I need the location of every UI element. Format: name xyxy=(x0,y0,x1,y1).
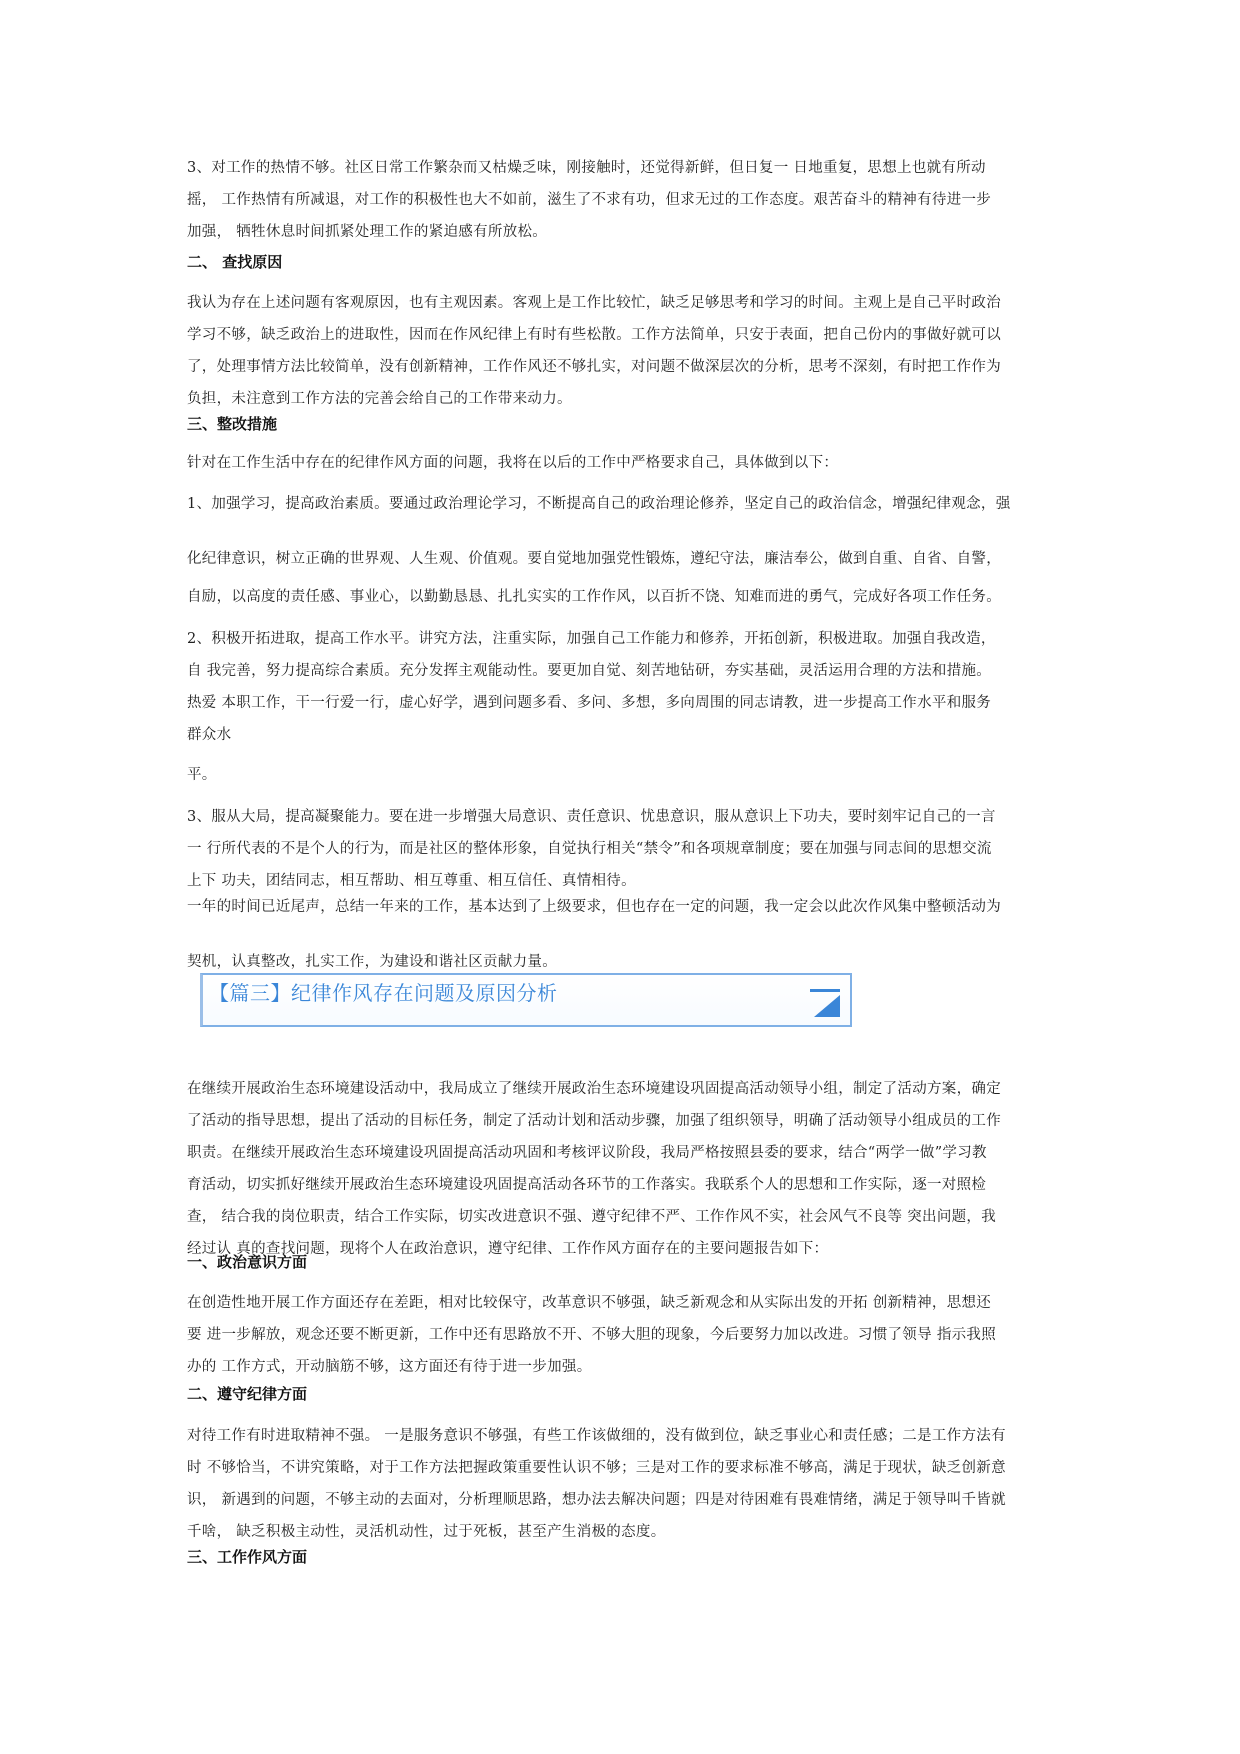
corner-triangle-icon xyxy=(814,995,840,1017)
text-line: 在继续开展政治生态环境建设活动中，我局成立了继续开展政治生态环境建设巩固提高活动领导小组，制定了活动方案，确定 xyxy=(187,1081,1001,1097)
paragraph-enthusiasm xyxy=(187,152,1057,248)
paragraph-reasons xyxy=(187,287,1057,415)
heading-find-reasons: 二、 查找原因 xyxy=(187,253,283,271)
paragraph-study-line3: 自励，以高度的责任感、事业心，以勤勤恳恳、扎扎实实的工作作风，以百折不饶、知难而进的勇气，完成好各项工作任务。 xyxy=(187,589,1001,605)
text-line: 育活动，切实抓好继续开展政治生态环境建设巩固提高活动各环节的工作落实。我联系个人的思想和工作实际，逐一对照检 xyxy=(187,1177,987,1193)
text-line: 查， 结合我的岗位职责，结合工作实际，切实改进意识不强、遵守纪律不严、工作作风不实，社会风气不良等 突出问题，我 xyxy=(187,1209,997,1225)
text-line: 千啥， 缺乏积极主动性，灵活机动性，过于死板，甚至产生消极的态度。 xyxy=(187,1524,666,1540)
heading-measures: 三、整改措施 xyxy=(187,415,278,433)
text-line: 识， 新遇到的问题，不够主动的去面对，分析理顺思路，想办法去解决问题；四是对待困难有畏难情绪，满足于领导叫千皆就 xyxy=(187,1492,1006,1508)
text-line: 3、服从大局，提高凝聚能力。要在进一步增强大局意识、责任意识、忧患意识，服从意识上下功夫，要时刻牢记自己的一言 xyxy=(187,809,996,825)
text-line: 了活动的指导思想，提出了活动的目标任务，制定了活动计划和活动步骤，加强了组织领导，明确了活动领导小组成员的工作 xyxy=(187,1113,1001,1129)
section-banner xyxy=(200,973,852,1027)
text-line: 在创造性地开展工作方面还存在差距，相对比较保守，改革意识不够强，缺乏新观念和从实际出发的开拓 创新精神，思想还 xyxy=(187,1295,992,1311)
text-line: 加强， 牺牲休息时间抓紧处理工作的紧迫感有所放松。 xyxy=(187,224,548,240)
text-line: 摇， 工作热情有所减退，对工作的积极性也大不如前，滋生了不求有功，但求无过的工作态度。艰苦奋斗的精神有待进一步 xyxy=(187,192,992,208)
paragraph-ecology-activity xyxy=(187,1073,1057,1265)
banner-title: 【篇三】纪律作风存在问题及原因分析 xyxy=(209,981,558,1005)
paragraph-study-line2: 化纪律意识，树立正确的世界观、人生观、价值观。要自觉地加强党性锻炼，遵纪守法，廉洁奉公，做到自重、自省、自警， xyxy=(187,551,1001,567)
text-line: 对待工作有时进取精神不强。 一是服务意识不够强，有些工作该做细的，没有做到位，缺乏事业心和责任感；二是工作方法有 xyxy=(187,1428,1006,1444)
text-line: 了，处理事情方法比较简单，没有创新精神，工作作风还不够扎实，对问题不做深层次的分析，思考不深刻，有时把工作作为 xyxy=(187,359,1001,375)
paragraph-measures-intro: 针对在工作生活中存在的纪律作风方面的问题，我将在以后的工作中严格要求自己，具体做到以下： xyxy=(187,455,839,471)
paragraph-discipline xyxy=(187,1420,1057,1548)
paragraph-pioneering xyxy=(187,623,1057,751)
text-line: 职责。在继续开展政治生态环境建设巩固提高活动巩固和考核评议阶段，我局严格按照县委的要求，结合“两学一做”学习教 xyxy=(187,1145,987,1161)
heading-discipline: 二、遵守纪律方面 xyxy=(187,1385,308,1403)
text-line: 我认为存在上述问题有客观原因，也有主观因素。客观上是工作比较忙，缺乏足够思考和学习的时间。主观上是自己平时政治 xyxy=(187,295,1001,311)
banner-decoration xyxy=(810,989,840,992)
text-line: 3、对工作的热情不够。社区日常工作繁杂而又枯燥乏味，刚接触时，还觉得新鲜，但日复一 日地重复，思想上也就有所动 xyxy=(187,160,986,176)
paragraph-summary-line2: 契机，认真整改，扎实工作，为建设和谐社区贡献力量。 xyxy=(187,954,557,970)
text-line: 学习不够，缺乏政治上的进取性，因而在作风纪律上有时有些松散。工作方法简单，只安于表面，把自己份内的事做好就可以 xyxy=(187,327,1001,343)
text-line: 要 进一步解放，观念还要不断更新，工作中还有思路放不开、不够大胆的现象，今后要努力加以改进。习惯了领导 指示我照 xyxy=(187,1327,997,1343)
paragraph-overall-situation xyxy=(187,801,1057,897)
paragraph-study-line1: 1、加强学习，提高政治素质。要通过政治理论学习，不断提高自己的政治理论修养，坚定自己的政治信念，增强纪律观念，强 xyxy=(187,496,1011,512)
text-line: 一 行所代表的不是个人的行为，而是社区的整体形象，自觉执行相关“禁令”和各项规章制度；要在加强与同志间的思想交流 xyxy=(187,841,992,857)
text-line: 群众水 xyxy=(187,727,232,743)
text-line: 上下 功夫，团结同志，相互帮助、相互尊重、相互信任、真情相待。 xyxy=(187,873,636,889)
text-line: 负担，未注意到工作方法的完善会给自己的工作带来动力。 xyxy=(187,391,572,407)
text-line: 热爱 本职工作，干一行爱一行，虚心好学，遇到问题多看、多问、多想，多向周围的同志请教，进一步提高工作水平和服务 xyxy=(187,695,992,711)
text-line: 经过认 真的查找问题，现将个人在政治意识，遵守纪律、工作作风方面存在的主要问题报告如下： xyxy=(187,1241,829,1257)
text-line: 时 不够恰当，不讲究策略，对于工作方法把握政策重要性认识不够；三是对工作的要求标准不够高，满足于现状，缺乏创新意 xyxy=(187,1460,1006,1476)
text-line: 2、积极开拓进取，提高工作水平。讲究方法，注重实际，加强自己工作能力和修养，开拓创新，积极进取。加强自我改造， xyxy=(187,631,996,647)
text-line: 自 我完善，努力提高综合素质。充分发挥主观能动性。要更加自觉、刻苦地钻研，夯实基础，灵活运用合理的方法和措施。 xyxy=(187,663,992,679)
paragraph-summary-line1: 一年的时间已近尾声，总结一年来的工作，基本达到了上级要求，但也存在一定的问题，我一定会以此次作风集中整顿活动为 xyxy=(187,899,1001,915)
paragraph-political-awareness xyxy=(187,1287,1057,1383)
heading-political-awareness: 一、政治意识方面 xyxy=(187,1253,308,1271)
heading-work-style: 三、工作作风方面 xyxy=(187,1548,308,1566)
paragraph-pioneering-end: 平。 xyxy=(187,767,217,783)
text-line: 办的 工作方式，开动脑筋不够，这方面还有待于进一步加强。 xyxy=(187,1359,592,1375)
